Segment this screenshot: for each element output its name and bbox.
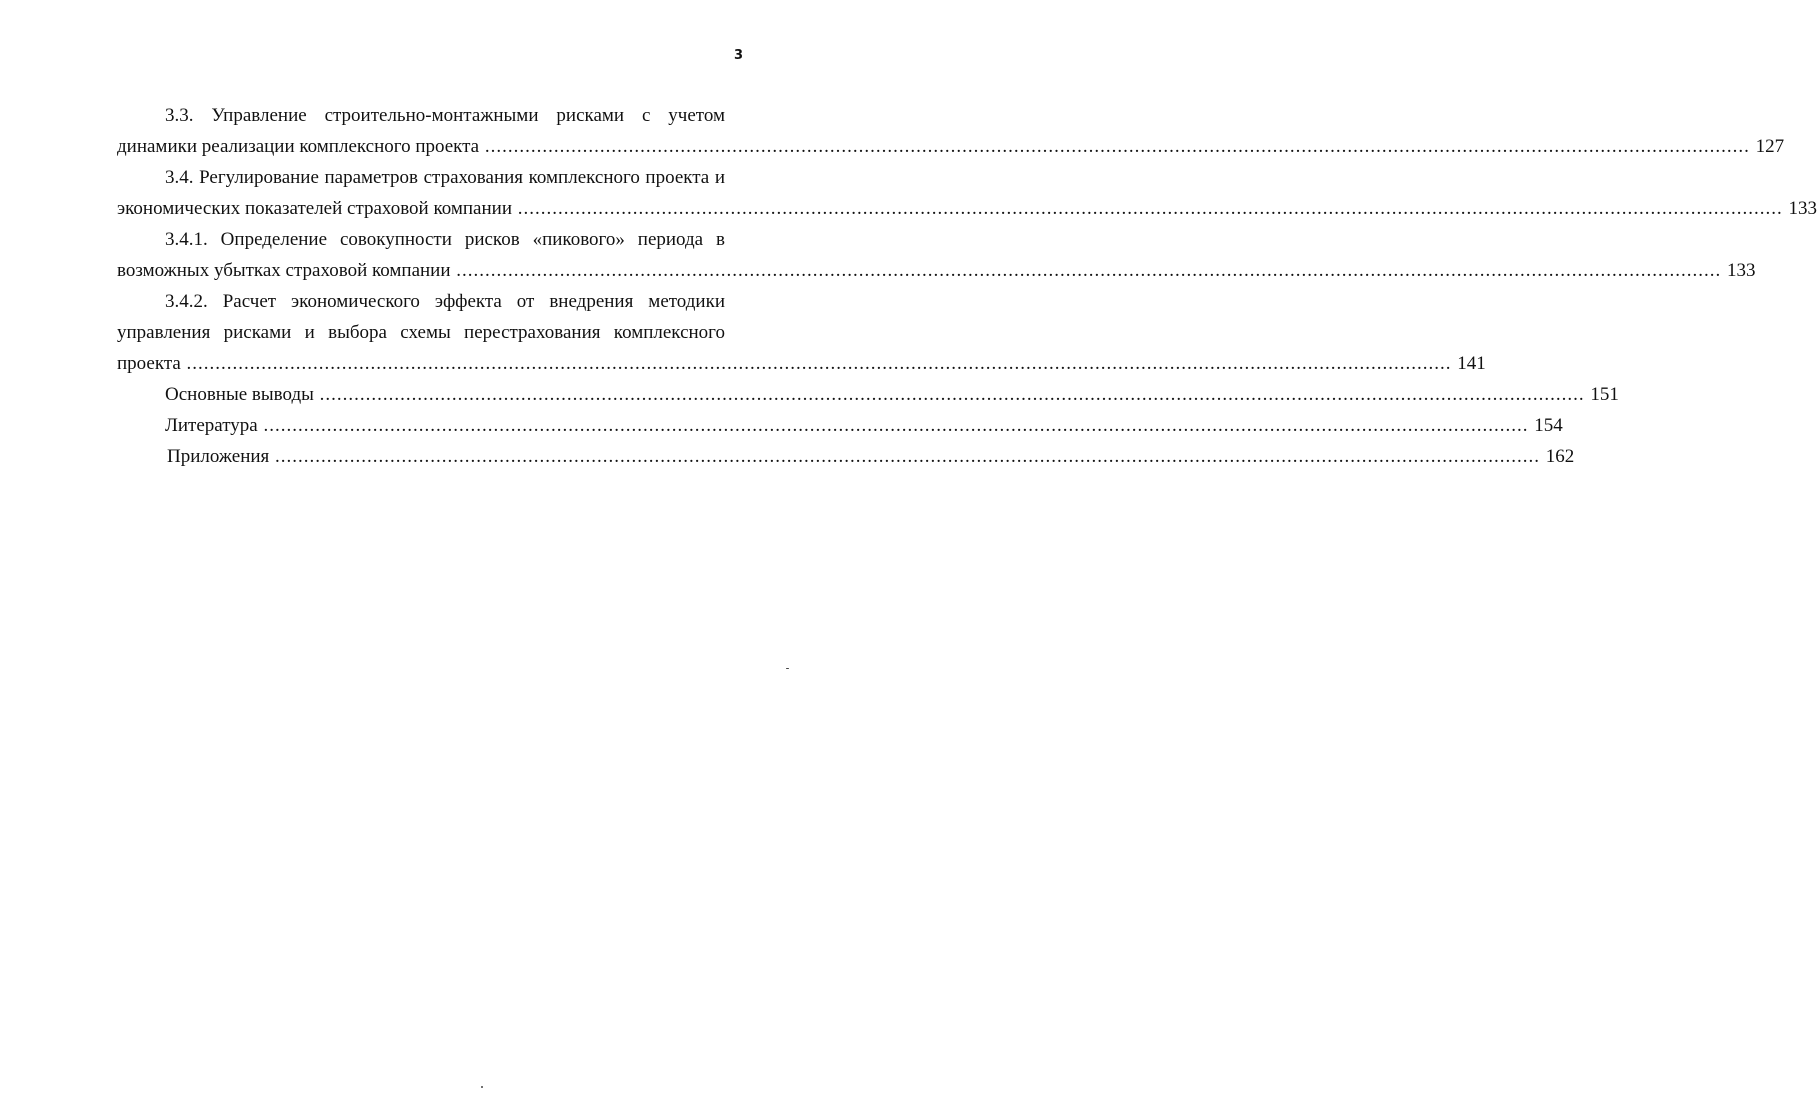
toc-entry-title-line: управления рисками и выбора схемы перестрахования комплексного	[117, 322, 725, 343]
toc-entry-page: 162	[1545, 446, 1575, 467]
toc-entry-title: Приложения	[167, 446, 270, 467]
toc-entry-title: Основные выводы	[165, 384, 314, 405]
toc-entry-title-line: 3.4.2. Расчет экономического эффекта от внедрения методики	[165, 291, 725, 312]
toc-entry-appendices	[117, 441, 1575, 472]
toc-entry-3-3	[117, 100, 1785, 162]
leader-dots	[320, 384, 1585, 405]
leader-dots	[187, 353, 1452, 374]
toc-entry-title-line: динамики реализации комплексного проекта	[117, 136, 480, 157]
toc-entry-title: Литература	[165, 415, 258, 436]
leader-dots	[518, 198, 1783, 219]
toc-entry-title-line: 3.3. Управление строительно-монтажными рисками с учетом	[165, 105, 725, 126]
leader-dots	[263, 415, 1528, 436]
scan-speck	[481, 1086, 483, 1088]
toc-entry-3-4	[117, 162, 1817, 224]
toc-entry-conclusions	[117, 379, 1619, 410]
toc-entry-page: 133	[1727, 260, 1756, 281]
toc-entry-page: 154	[1534, 415, 1563, 436]
page-number: 3	[734, 48, 744, 63]
table-of-contents	[117, 100, 1817, 472]
toc-entry-page: 141	[1457, 353, 1486, 374]
toc-entry-page: 127	[1755, 136, 1785, 157]
leader-dots	[275, 446, 1540, 467]
scan-speck	[786, 668, 789, 669]
toc-entry-title-line: проекта	[117, 353, 181, 374]
leader-dots	[485, 136, 1750, 157]
toc-entry-title-line: возможных убытках страховой компании	[117, 260, 451, 281]
toc-entry-title-line: 3.4.1. Определение совокупности рисков «пикового» периода в	[165, 229, 725, 250]
toc-entry-page: 151	[1590, 384, 1619, 405]
toc-entry-title-line: 3.4. Регулирование параметров страхования комплексного проекта и	[165, 167, 725, 188]
toc-entry-title-line: экономических показателей страховой компании	[117, 198, 512, 219]
leader-dots	[456, 260, 1721, 281]
toc-entry-3-4-1	[117, 224, 1756, 286]
toc-entry-literature	[117, 410, 1563, 441]
toc-entry-3-4-2	[117, 286, 1486, 379]
toc-entry-page: 133	[1788, 198, 1817, 219]
